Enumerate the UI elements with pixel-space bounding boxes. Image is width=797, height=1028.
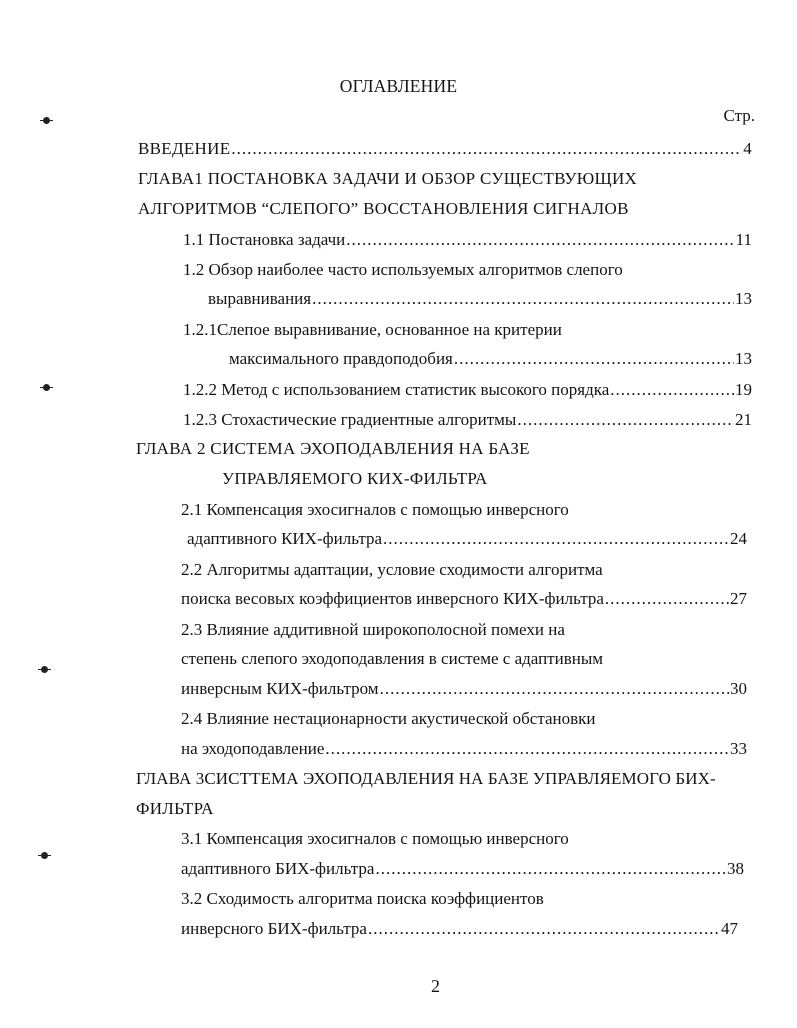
toc-entry	[183, 379, 752, 401]
toc-entry	[183, 229, 752, 251]
toc-entry-text: степень слепого эходоподавления в системе с адаптивным	[181, 649, 604, 668]
toc-entry-page: 38	[727, 859, 744, 878]
page-number: 2	[431, 976, 440, 996]
dot-leader	[375, 858, 726, 880]
toc-entry-text: 2.3 Влияние аддитивной широкополосной помехи на	[181, 620, 565, 639]
toc-entry-text: адаптивного БИХ-фильтра	[181, 859, 375, 878]
margin-mark	[43, 117, 50, 124]
toc-entry-text: 2.1 Компенсация эхосигналов с помощью инверсного	[181, 500, 569, 519]
toc-entry-page: 13	[735, 349, 752, 368]
dot-leader	[380, 678, 729, 700]
toc-entry-text: выравнивания	[208, 289, 312, 308]
toc-entry-text: 3.1 Компенсация эхосигналов с помощью инверсного	[181, 829, 569, 848]
page-title: ОГЛАВЛЕНИЕ	[339, 76, 458, 96]
toc-entry	[181, 738, 747, 760]
page-column-label: Стр.	[723, 106, 755, 125]
toc-entry-text: инверсного БИХ-фильтра	[181, 919, 367, 938]
toc-chapter-heading: ГЛАВА 2 СИСТЕМА ЭХОПОДАВЛЕНИЯ НА БАЗЕ	[136, 439, 530, 458]
dot-leader	[610, 379, 734, 401]
toc-entry	[187, 528, 747, 550]
dot-leader	[383, 528, 729, 550]
toc-entry-text: 3.2 Сходимость алгоритма поиска коэффициентов	[181, 889, 544, 908]
dot-leader	[325, 738, 729, 760]
toc-entry-page: 21	[735, 410, 752, 429]
toc-entry-text: ВВЕДЕНИЕ	[138, 139, 231, 158]
toc-entry-text: максимального правдоподобия	[229, 349, 453, 368]
toc-entry-text: 1.2 Обзор наиболее часто используемых алгоритмов слепого	[183, 260, 623, 279]
dot-leader	[454, 348, 734, 370]
toc-entry-page: 13	[735, 289, 752, 308]
toc-chapter-heading: ГЛАВА1 ПОСТАНОВКА ЗАДАЧИ И ОБЗОР СУЩЕСТВУЮЩИХ	[138, 169, 638, 188]
dot-leader	[346, 229, 734, 251]
margin-mark	[43, 384, 50, 391]
toc-chapter-heading: ФИЛЬТРА	[136, 799, 214, 818]
toc-chapter-heading: АЛГОРИТМОВ “СЛЕПОГО” ВОССТАНОВЛЕНИЯ СИГНАЛОВ	[138, 199, 629, 218]
toc-chapter-heading: УПРАВЛЯЕМОГО КИХ-ФИЛЬТРА	[222, 469, 488, 488]
toc-entry-text: 2.2 Алгоритмы адаптации, условие сходимости алгоритма	[181, 560, 603, 579]
toc-entry-text: 1.2.2 Метод с использованием статистик высокого порядка	[183, 380, 610, 399]
toc-entry-text: 1.2.3 Стохастические градиентные алгоритмы	[183, 410, 517, 429]
toc-entry-text: 2.4 Влияние нестационарности акустической обстановки	[181, 709, 596, 728]
toc-entry-page: 47	[721, 919, 738, 938]
toc-entry-page: 4	[743, 139, 752, 158]
toc-entry-text: на эходоподавление	[181, 739, 325, 758]
toc-entry-text: адаптивного КИХ-фильтра	[187, 529, 383, 548]
toc-entry-page: 24	[730, 529, 747, 548]
dot-leader	[368, 918, 720, 940]
dot-leader	[605, 588, 729, 610]
toc-entry-page: 19	[735, 380, 752, 399]
dot-leader	[517, 409, 734, 431]
toc-entry-page: 27	[730, 589, 747, 608]
toc-entry-text: инверсным КИХ-фильтром	[181, 679, 379, 698]
toc-entry-page: 33	[730, 739, 747, 758]
toc-entry	[181, 678, 747, 700]
dot-leader	[231, 138, 742, 160]
toc-entry	[181, 918, 738, 940]
margin-mark	[41, 852, 48, 859]
margin-mark	[41, 666, 48, 673]
toc-entry-text: 1.1 Постановка задачи	[183, 230, 346, 249]
toc-entry-text: поиска весовых коэффициентов инверсного КИХ-фильтра	[181, 589, 604, 608]
toc-entry	[183, 409, 752, 431]
toc-entry	[208, 288, 752, 310]
toc-entry	[181, 858, 744, 880]
toc-entry-page: 11	[735, 230, 752, 249]
toc-entry	[229, 348, 752, 370]
toc-entry-text: 1.2.1Слепое выравнивание, основанное на критерии	[183, 320, 562, 339]
toc-entry-page: 30	[730, 679, 747, 698]
toc-chapter-heading: ГЛАВА 3СИСТТЕМА ЭХОПОДАВЛЕНИЯ НА БАЗЕ УПРАВЛЯЕМОГО БИХ-	[136, 769, 716, 788]
toc-entry	[138, 138, 752, 160]
dot-leader	[312, 288, 734, 310]
toc-entry	[181, 588, 747, 610]
